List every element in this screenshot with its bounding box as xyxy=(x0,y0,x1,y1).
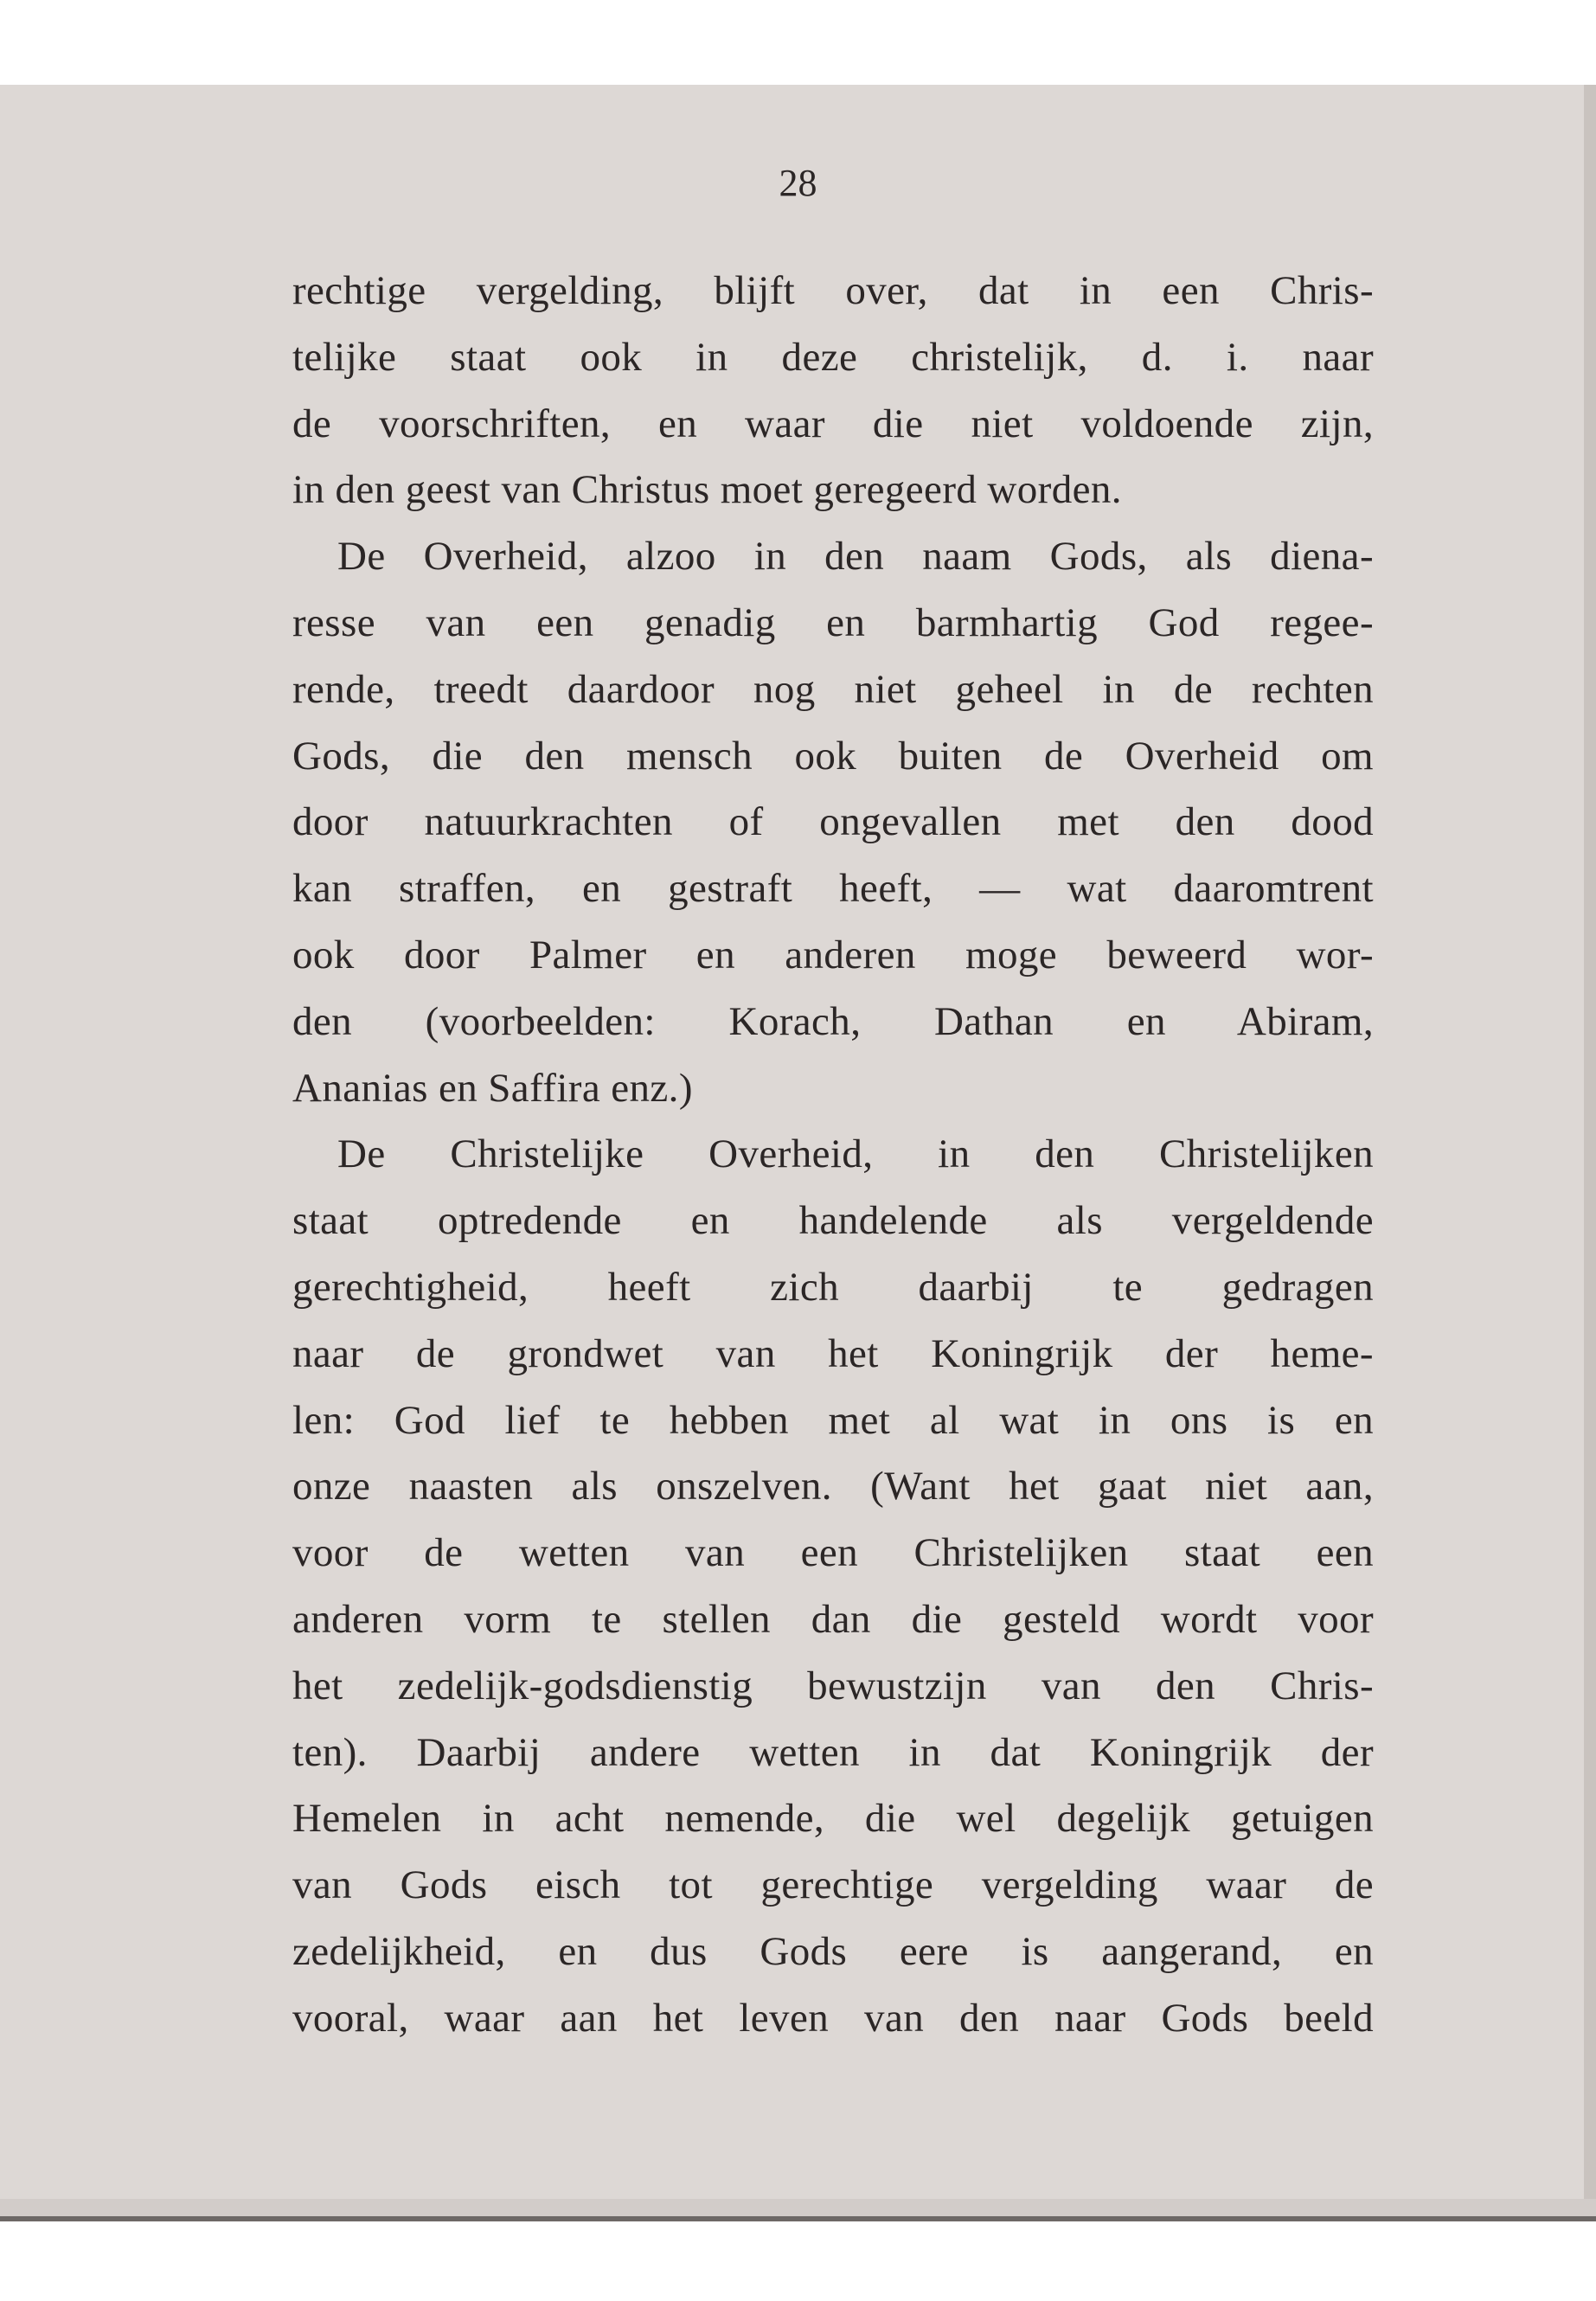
text-line: vooral, waar aan het leven van den naar Gods beeld xyxy=(292,1995,1374,2041)
text-line: gerechtigheid, heeft zich daarbij te gedragen xyxy=(292,1264,1374,1310)
text-line: van Gods eisch tot gerechtige vergelding waar de xyxy=(292,1862,1374,1908)
text-line: door natuurkrachten of ongevallen met den dood xyxy=(292,799,1374,845)
body-text xyxy=(292,258,1374,2052)
page-number: 28 xyxy=(779,162,817,204)
text-line: het zedelijk-godsdienstig bewustzijn van den Chris- xyxy=(292,1663,1374,1708)
text-line: zedelijkheid, en dus Gods eere is aangerand, en xyxy=(292,1928,1374,1974)
text-line: den (voorbeelden: Korach, Dathan en Abiram, xyxy=(292,998,1374,1044)
text-line: telijke staat ook in deze christelijk, d. i. naar xyxy=(292,334,1374,380)
page-edge-bottom xyxy=(0,2216,1596,2221)
text-line: len: God lief te hebben met al wat in ons is en xyxy=(292,1397,1374,1443)
text-line: rende, treedt daardoor nog niet geheel in de rechten xyxy=(292,666,1374,712)
text-line: naar de grondwet van het Koningrijk der heme- xyxy=(292,1330,1374,1376)
text-line: in den geest van Christus moet geregeerd worden. xyxy=(292,467,1122,513)
page-edge-right xyxy=(1584,85,1596,2221)
text-line: voor de wetten van een Christelijken staat een xyxy=(292,1530,1374,1576)
text-line: Hemelen in acht nemende, die wel degelijk getuigen xyxy=(292,1796,1374,1842)
text-line: rechtige vergelding, blijft over, dat in een Chris- xyxy=(292,268,1374,313)
text-line: anderen vorm te stellen dan die gesteld wordt voor xyxy=(292,1596,1374,1642)
text-line: ook door Palmer en anderen moge beweerd wor- xyxy=(292,932,1374,977)
page-shadow-bottom xyxy=(0,2199,1596,2216)
text-line: De Christelijke Overheid, in den Christelijken xyxy=(337,1131,1374,1177)
text-line: onze naasten als onszelven. (Want het gaat niet aan, xyxy=(292,1464,1374,1509)
text-line: staat optredende en handelende als vergeldende xyxy=(292,1198,1374,1244)
text-line: De Overheid, alzoo in den naam Gods, als diena- xyxy=(337,534,1374,580)
text-line: kan straffen, en gestraft heeft, — wat daaromtrent xyxy=(292,866,1374,912)
text-line: ten). Daarbij andere wetten in dat Koningrijk der xyxy=(292,1729,1374,1775)
text-line: Ananias en Saffira enz.) xyxy=(292,1065,693,1111)
text-line: resse van een genadig en barmhartig God regee- xyxy=(292,599,1374,645)
text-line: Gods, die den mensch ook buiten de Overheid om xyxy=(292,733,1374,779)
scanned-page xyxy=(0,85,1596,2221)
text-line: de voorschriften, en waar die niet voldoende zijn, xyxy=(292,401,1374,446)
